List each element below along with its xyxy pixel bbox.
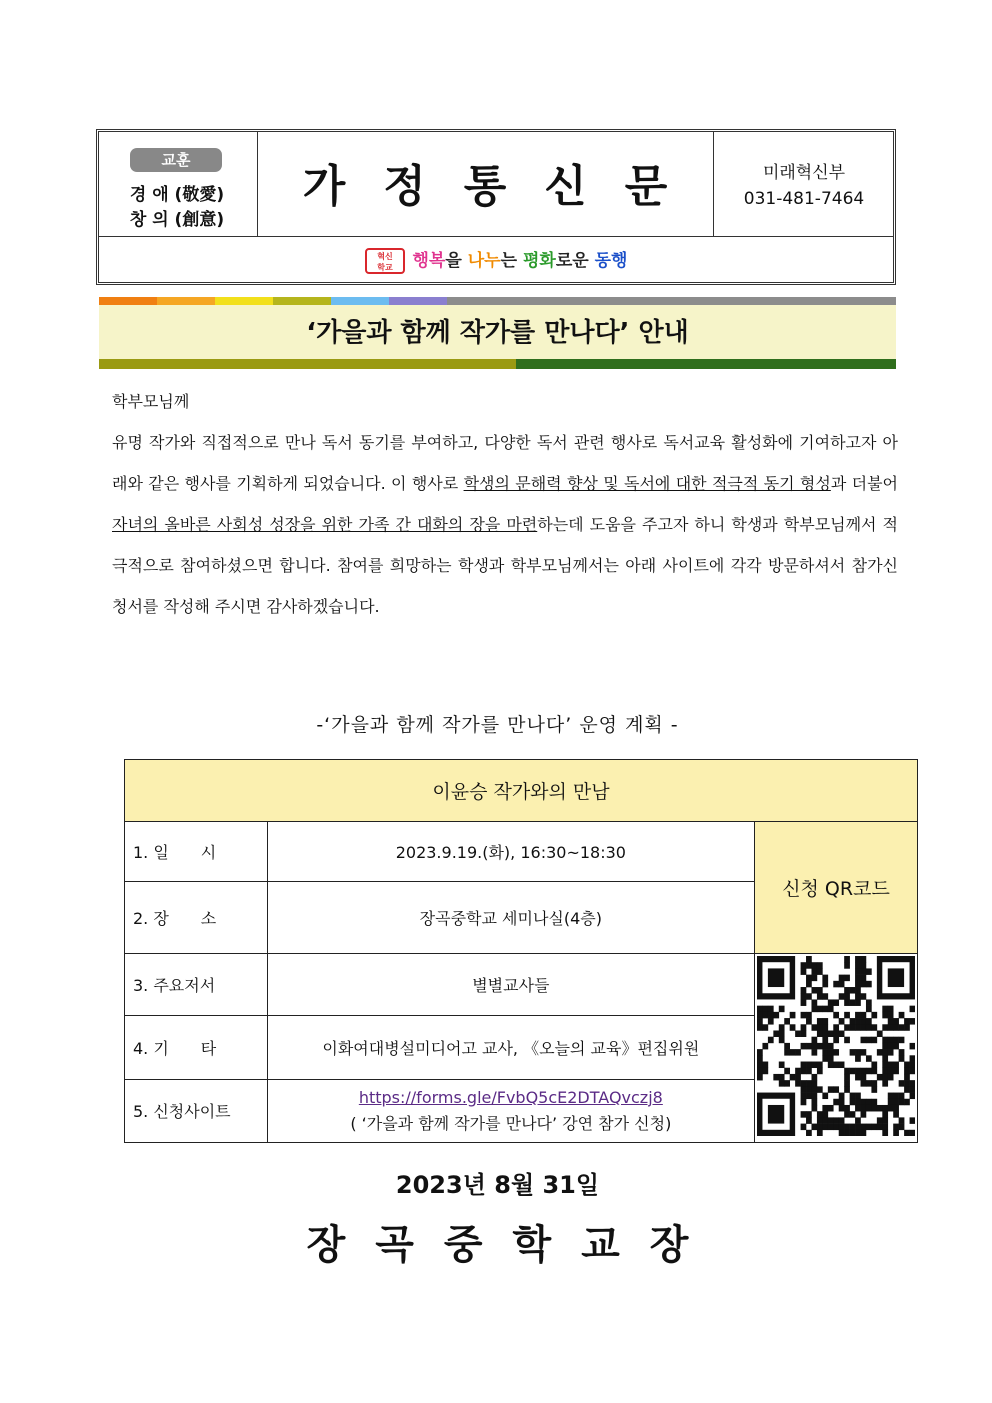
slogan (98, 246, 894, 274)
motto-line: 경 애 (敬愛) (129, 185, 225, 205)
plan-title: -‘가을과 함께 작가를 만나다’ 운영 계획 - (316, 714, 679, 736)
color-bar-segment (99, 359, 516, 369)
qr-code[interactable] (757, 956, 915, 1136)
body-text-underlined: 자녀의 올바른 사회성 성장을 위한 가족 간 대화의 장을 마련 (112, 515, 538, 534)
color-bar-segment (215, 297, 273, 305)
body-text: 과 더불어 (830, 474, 898, 493)
row-label: 2. 장 소 (125, 882, 268, 954)
slogan-segment: 로운 (555, 251, 595, 271)
motto-line: 창 의 (創意) (129, 210, 225, 230)
row-value: 별별교사들 (267, 954, 754, 1016)
row-label: 1. 일 시 (125, 822, 268, 882)
department-phone: 031-481-7464 (743, 189, 865, 209)
slogan-segment: 행복 (412, 251, 446, 271)
department-name: 미래혁신부 (762, 163, 846, 183)
qr-code-cell (755, 954, 918, 1143)
header-divider (713, 132, 714, 236)
body-text: 하는데 도움을 주고자 하니 학생과 학부모님께서 적극적으로 참여하셨으면 합니다. 참여를 희망하는 학생과 학부모님께서는 아래 사이트에 각각 방문하셔서 참가신청서를 작성해 주시면 감사하겠습니다. (112, 515, 899, 616)
color-bar-segment (331, 297, 389, 305)
slogan-text (413, 251, 628, 271)
row-value: 이화여대병설미디어고 교사, 《오늘의 교육》편집위원 (267, 1016, 754, 1079)
plan-table (124, 759, 918, 1143)
body-paragraph (112, 422, 898, 627)
table-header: 이윤승 작가와의 만남 (125, 760, 918, 822)
greeting: 학부모님께 (112, 392, 190, 411)
row-value: 2023.9.19.(화), 16:30~18:30 (267, 822, 754, 882)
slogan-segment: 는 (500, 251, 523, 271)
row-label: 3. 주요저서 (125, 954, 268, 1016)
row-value: 장곡중학교 세미나실(4층) (267, 882, 754, 954)
color-bar-segment (273, 297, 331, 305)
page-title: 가정통신문 (302, 161, 706, 212)
svg-text:학교: 학교 (376, 263, 393, 272)
header-divider (99, 236, 893, 237)
row-label: 4. 기 타 (125, 1016, 268, 1079)
body-text-underlined: 학생의 문해력 향상 및 독서에 대한 적극적 동기 형성 (463, 474, 831, 493)
slogan-segment: 동행 (594, 251, 628, 271)
school-principal: 장곡중학교장 (306, 1222, 719, 1268)
row-label: 5. 신청사이트 (125, 1079, 268, 1142)
motto-badge: 교훈 (130, 148, 222, 172)
slogan-segment: 나누 (467, 251, 501, 271)
row-value (267, 1079, 754, 1142)
color-bar-segment (389, 297, 447, 305)
table-row (125, 954, 918, 1016)
signup-link[interactable]: https://forms.gle/FvbQ5cE2DTAQvczj8 (358, 1087, 663, 1107)
color-bar-segment (447, 297, 896, 305)
body-text: 유명 작가와 직접적으로 만나 독서 동기를 부여하고, 다양한 독서 관련 행사로 독서교육 활성화에 기여하고자 아래와 같은 행사를 기획하게 되었습니다. 이 행사로 (112, 433, 898, 493)
color-bar-segment (516, 359, 896, 369)
notice-title: ‘가을과 함께 작가를 만나다’ 안내 (306, 318, 689, 348)
slogan-segment: 을 (445, 251, 468, 271)
color-bar-segment (157, 297, 215, 305)
issue-date: 2023년 8월 31일 (395, 1171, 600, 1199)
signup-note: ( ‘가을과 함께 작가를 만나다’ 강연 참가 신청) (350, 1113, 672, 1133)
color-bar-segment (99, 297, 157, 305)
slogan-segment: 평화 (522, 251, 556, 271)
qr-label: 신청 QR코드 (755, 822, 918, 954)
svg-text:혁신: 혁신 (376, 252, 393, 261)
innovation-school-logo (365, 248, 405, 274)
table-row (125, 822, 918, 882)
